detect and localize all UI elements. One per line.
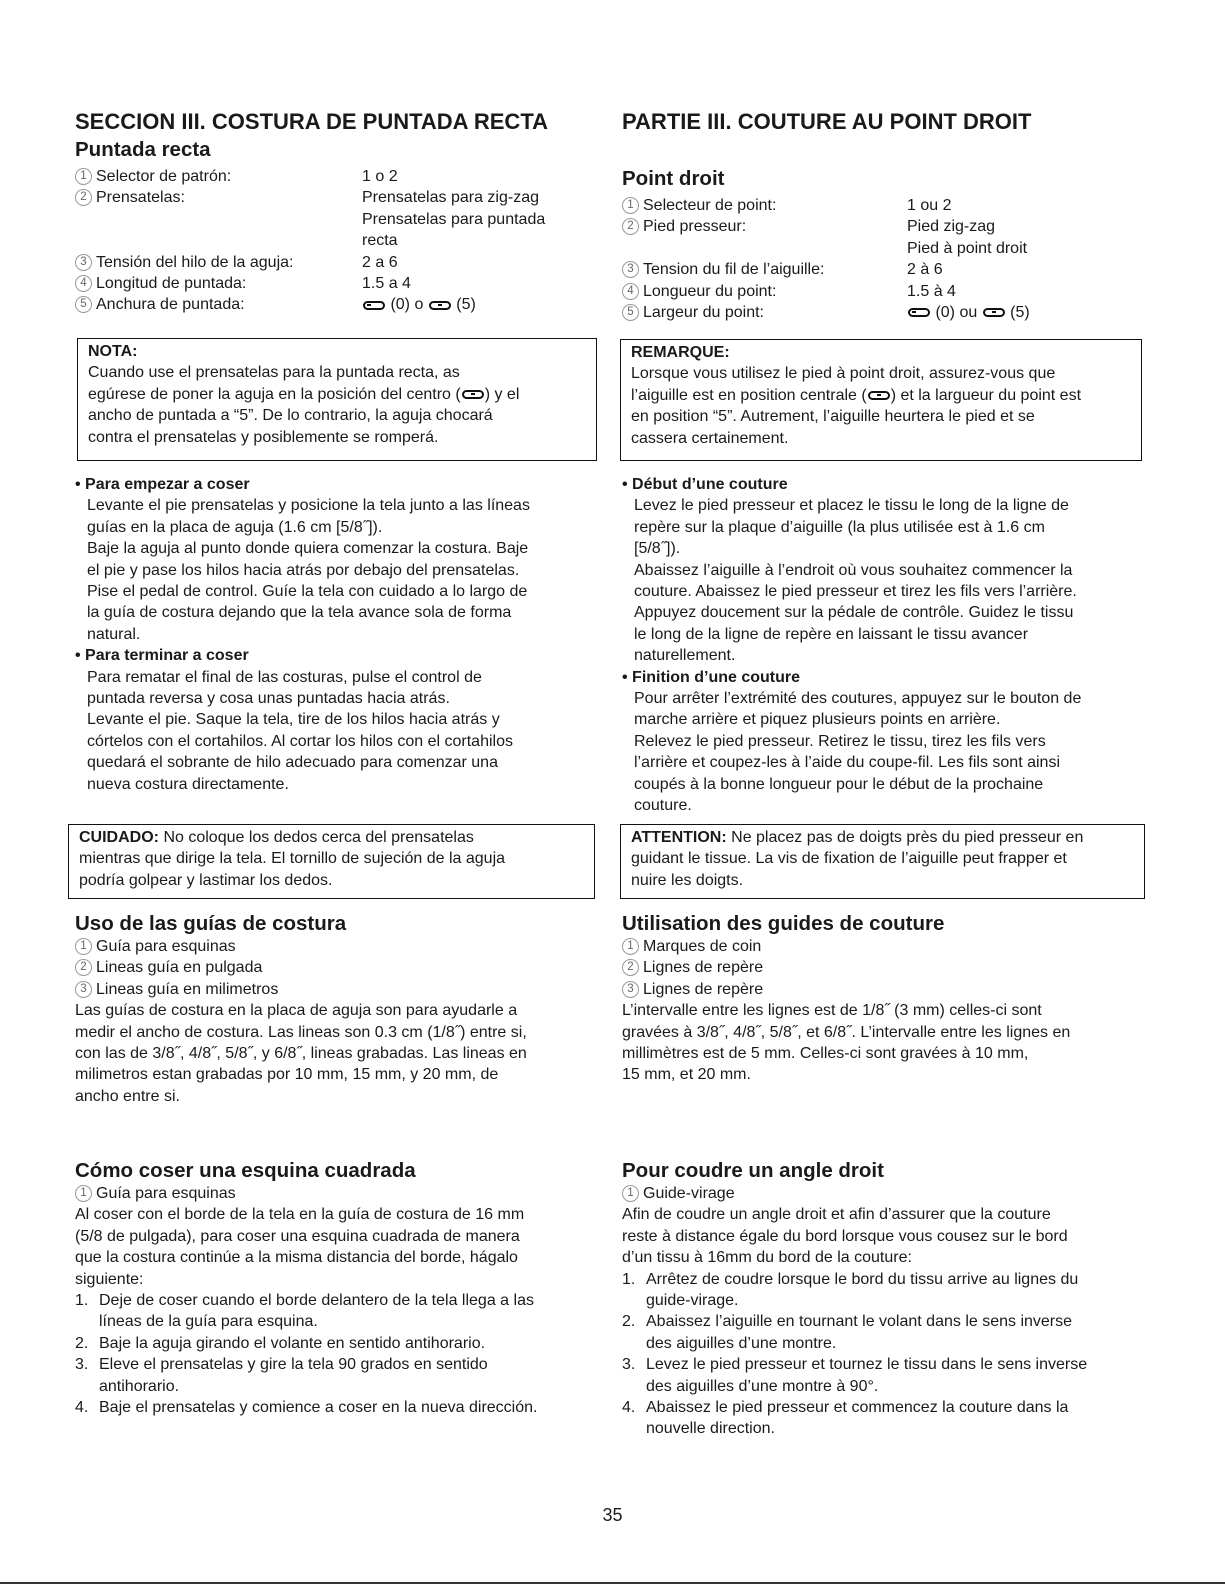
text-line: siguiente:: [75, 1270, 144, 1288]
step-number: 1.: [622, 1270, 636, 1288]
setting-row: [75, 252, 597, 273]
step-line: Abaissez le pied presseur et commencez la couture dans la: [646, 1399, 1069, 1417]
caution-line: nuire les doigts.: [631, 871, 744, 889]
corner-legend: [622, 1183, 1148, 1204]
text-line: reste à distance égale du bord lorsque vous cousez sur le bord: [622, 1227, 1068, 1245]
corner-legend: [75, 1183, 597, 1204]
setting-row: [622, 281, 1148, 302]
legend-item: 2 Lignes de repère: [622, 957, 1148, 978]
text-line: la guía de costura dejando que la tela avance sola de forma: [87, 604, 512, 622]
setting-value: 1.5 a 4: [362, 274, 411, 292]
text-line: naturellement.: [634, 647, 736, 665]
guides-title: Uso de las guías de costura: [75, 912, 347, 935]
step-line: Baje la aguja girando el volante en sentido antihorario.: [99, 1334, 486, 1352]
callout-number: 3: [622, 261, 639, 278]
corner-steps: [622, 1269, 1148, 1440]
guides-section: [622, 912, 1148, 1086]
legend-item: 1 Guide-virage: [622, 1183, 1148, 1204]
text-line: Pour arrêter l’extrémité des coutures, appuyez sur le bouton de: [634, 690, 1082, 708]
setting-value: 1 o 2: [362, 168, 398, 185]
callout-number: 1: [75, 1185, 92, 1202]
step-line: guide-virage.: [646, 1292, 739, 1310]
step-number: 3.: [622, 1356, 636, 1374]
setting-value: 1 ou 2: [907, 197, 952, 214]
text-line: millimètres est de 5 mm. Celles-ci sont gravées à 10 mm,: [622, 1045, 1029, 1063]
text-line: Abaissez l’aiguille à l’endroit où vous souhaitez commencer la: [634, 561, 1073, 579]
text-line: repère sur la plaque d’aiguille (la plus utilisée est à 1.6 cm: [634, 518, 1045, 536]
caution-line: mientras que dirige la tela. El tornillo de sujeción de la aguja: [79, 850, 506, 868]
text-line: 15 mm, et 20 mm.: [622, 1066, 751, 1084]
callout-number: 4: [75, 275, 92, 292]
step-number: 3.: [75, 1356, 89, 1374]
step-line: des aiguilles d’une montre à 90°.: [646, 1377, 879, 1395]
note-line: en position “5”. Autrement, l’aiguille heurtera le pied et se: [631, 408, 1035, 426]
bottom-rule: [0, 1582, 1225, 1584]
corner-section: [75, 1159, 597, 1418]
setting-label: 4 Longitud de puntada:: [75, 273, 246, 294]
finish-sewing-text: [75, 667, 597, 795]
text-line: puntada reversa y cosa unas puntadas hacia atrás.: [87, 690, 450, 708]
step-item: [622, 1354, 1148, 1397]
legend-item: 2 Lineas guía en pulgada: [75, 957, 597, 978]
setting-row: [75, 209, 597, 230]
step-item: [75, 1333, 597, 1354]
callout-number: 2: [622, 218, 639, 235]
callout-number: 1: [622, 197, 639, 214]
text-line: córtelos con el cortahilos. Al cortar los hilos con el cortahilos: [87, 732, 513, 750]
text-line: Las guías de costura en la placa de aguja son para ayudarle a: [75, 1002, 518, 1020]
setting-value: (0) o (5): [362, 294, 476, 315]
note-box: [77, 338, 597, 461]
text-line: Levez le pied presseur et placez le tissu le long de la ligne de: [634, 497, 1069, 515]
text-line: Relevez le pied presseur. Retirez le tissu, tirez les fils vers: [634, 732, 1046, 750]
guides-section: [75, 912, 597, 1107]
corner-steps: [75, 1290, 597, 1418]
stitch-center-position-icon: [983, 308, 1005, 317]
corner-title: Cómo coser una esquina cuadrada: [75, 1159, 416, 1182]
text-line: Al coser con el borde de la tela en la guía de costura de 16 mm: [75, 1206, 525, 1224]
guides-legend: [75, 936, 597, 1000]
text-line: Levante el pie prensatelas y posicione la tela junto a las líneas: [87, 497, 530, 515]
caution-heading: CUIDADO:: [79, 829, 159, 846]
setting-value: 1.5 à 4: [907, 282, 956, 300]
note-line: Lorsque vous utilisez le pied à point droit, assurez-vous que: [631, 365, 1056, 383]
finish-sewing-heading: • Para terminar a coser: [75, 647, 249, 665]
setting-value: 2 à 6: [907, 261, 943, 279]
text-line: el pie y pase los hilos hacia atrás por debajo del prensatelas.: [87, 561, 520, 579]
caution-line: ATTENTION: Ne placez pas de doigts près du pied presseur en: [631, 829, 1084, 846]
setting-label: 5 Largeur du point:: [622, 302, 764, 323]
setting-label: 4 Longueur du point:: [622, 281, 776, 302]
setting-row: [622, 216, 1148, 237]
text-line: marche arrière et piquez plusieurs points en arrière.: [634, 711, 1001, 729]
note-line: Cuando use el prensatelas para la puntada recta, as: [88, 364, 460, 382]
legend-item: 1 Guía para esquinas: [75, 936, 597, 957]
legend-item: 1 Marques de coin: [622, 936, 1148, 957]
text-line: milimetros estan grabadas por 10 mm, 15 mm, y 20 mm, de: [75, 1066, 499, 1084]
step-item: [75, 1397, 597, 1418]
note-line: l’aiguille est en position centrale ( ) et la largueur du point est: [631, 386, 1082, 404]
setting-value: Pied à point droit: [907, 239, 1028, 257]
stitch-center-position-icon: [429, 301, 451, 310]
caution-box: [68, 824, 595, 899]
guides-title: Utilisation des guides de couture: [622, 912, 945, 935]
text-line: Baje la aguja al punto donde quiera comenzar la costura. Baje: [87, 540, 529, 558]
setting-value: recta: [362, 232, 398, 250]
step-line: nouvelle direction.: [646, 1420, 775, 1438]
note-line: ancho de puntada a “5”. De lo contrario, la aguja chocará: [88, 407, 493, 425]
straight-stitch-title: Point droit: [622, 167, 725, 190]
stitch-center-position-icon: [462, 390, 484, 399]
section-title: SECCION III. COSTURA DE PUNTADA RECTA: [75, 109, 549, 134]
guides-legend: [622, 936, 1148, 1000]
text-line: ancho entre si.: [75, 1087, 180, 1105]
text-line: Afin de coudre un angle droit et afin d’assurer que la couture: [622, 1206, 1051, 1224]
step-item: [75, 1354, 597, 1397]
text-line: (5/8 de pulgada), para coser una esquina cuadrada de manera: [75, 1227, 520, 1245]
straight-stitch-title: Puntada recta: [75, 138, 211, 161]
setting-value: Pied zig-zag: [907, 218, 996, 236]
callout-number: 5: [75, 296, 92, 313]
step-number: 1.: [75, 1292, 89, 1310]
text-line: nueva costura directamente.: [87, 775, 289, 793]
callout-number: 2: [75, 959, 92, 976]
legend-item: 3 Lineas guía en milimetros: [75, 979, 597, 1000]
callout-number: 4: [622, 283, 639, 300]
stitch-left-position-icon: [908, 308, 930, 317]
step-item: [622, 1269, 1148, 1312]
step-item: [622, 1311, 1148, 1354]
callout-number: 1: [75, 168, 92, 185]
setting-label: 1 Selector de patrón:: [75, 166, 231, 187]
setting-label: 2 Pied presseur:: [622, 216, 746, 237]
setting-label: 5 Anchura de puntada:: [75, 294, 245, 315]
note-box: [620, 339, 1142, 461]
setting-value: Prensatelas para zig-zag: [362, 189, 539, 207]
corner-intro: [622, 1204, 1148, 1268]
text-line: couture.: [634, 797, 692, 815]
text-line: d’un tissu à 16mm du bord de la couture:: [622, 1249, 912, 1267]
text-line: gravées à 3/8˝, 4/8˝, 5/8˝, et 6/8˝. L’intervalle entre les lignes en: [622, 1023, 1071, 1041]
step-number: 2.: [75, 1334, 89, 1352]
step-item: [622, 1397, 1148, 1440]
callout-number: 3: [75, 254, 92, 271]
caution-heading: ATTENTION:: [631, 829, 727, 846]
caution-line: podría golpear y lastimar los dedos.: [79, 871, 333, 889]
step-line: Arrêtez de coudre lorsque le bord du tissu arrive au lignes du: [646, 1270, 1079, 1288]
text-line: Levante el pie. Saque la tela, tire de los hilos hacia atrás y: [87, 711, 500, 729]
callout-number: 5: [622, 304, 639, 321]
setting-row: [75, 273, 597, 294]
text-line: quedará el sobrante de hilo adecuado para comenzar una: [87, 754, 498, 772]
step-line: des aiguilles d’une montre.: [646, 1334, 837, 1352]
callout-number: 3: [622, 981, 639, 998]
start-sewing-section: [75, 474, 597, 795]
setting-row: [75, 166, 597, 187]
stitch-center-position-icon: [868, 391, 890, 400]
setting-value: 2 a 6: [362, 253, 398, 271]
callout-number: 2: [622, 959, 639, 976]
start-sewing-section: [622, 474, 1148, 817]
legend-item: 1 Guía para esquinas: [75, 1183, 597, 1204]
guides-text: [622, 1000, 1148, 1086]
step-line: Deje de coser cuando el borde delantero de la tela llega a las: [99, 1292, 534, 1310]
section-title: PARTIE III. COUTURE AU POINT DROIT: [622, 109, 1032, 134]
text-line: Appuyez doucement sur la pédale de contrôle. Guidez le tissu: [634, 604, 1074, 622]
stitch-settings: [75, 166, 597, 316]
start-sewing-heading: • Para empezar a coser: [75, 476, 250, 493]
stitch-left-position-icon: [363, 301, 385, 310]
step-number: 4.: [622, 1399, 636, 1417]
setting-value: (0) ou (5): [907, 302, 1030, 323]
step-line: Eleve el prensatelas y gire la tela 90 grados en sentido: [99, 1356, 488, 1374]
setting-row: [75, 294, 597, 315]
note-line: contra el prensatelas y posiblemente se romperá.: [88, 428, 439, 446]
callout-number: 3: [75, 981, 92, 998]
callout-number: 1: [622, 938, 639, 955]
caution-box: [620, 824, 1145, 899]
text-line: couture. Abaissez le pied presseur et tirez les fils vers l’arrière.: [634, 583, 1077, 601]
finish-sewing-text: [622, 688, 1148, 816]
stitch-settings: [622, 195, 1148, 323]
start-sewing-text: [75, 495, 597, 645]
setting-label: 1 Selecteur de point:: [622, 195, 776, 216]
guides-text: [75, 1000, 597, 1107]
step-line: Abaissez l’aiguille en tournant le volant dans le sens inverse: [646, 1313, 1073, 1331]
setting-label: 3 Tensión del hilo de la aguja:: [75, 252, 293, 273]
text-line: que la costura continúe a la misma distancia del borde, hágalo: [75, 1249, 518, 1267]
step-line: antihorario.: [99, 1377, 180, 1395]
legend-item: 3 Lignes de repère: [622, 979, 1148, 1000]
text-line: con las de 3/8˝, 4/8˝, 5/8˝, y 6/8˝, lineas grabadas. Las lineas en: [75, 1045, 527, 1063]
text-line: L’intervalle entre les lignes est de 1/8˝ (3 mm) celles-ci sont: [622, 1002, 1042, 1020]
step-item: [75, 1290, 597, 1333]
text-line: Pise el pedal de control. Guíe la tela con cuidado a lo largo de: [87, 583, 528, 601]
caution-line: guidant le tissue. La vis de fixation de l’aiguille peut frapper et: [631, 850, 1067, 868]
corner-intro: [75, 1204, 597, 1290]
setting-row: [622, 238, 1148, 259]
step-line: Baje el prensatelas y comience a coser en la nueva dirección.: [99, 1399, 538, 1417]
text-line: natural.: [87, 625, 141, 643]
setting-row: [75, 187, 597, 208]
page-number: 35: [602, 1505, 623, 1525]
note-line: cassera certainement.: [631, 429, 789, 447]
start-sewing-text: [622, 495, 1148, 666]
step-number: 4.: [75, 1399, 89, 1417]
text-line: coupés à la bonne longueur pour le début de la prochaine: [634, 775, 1044, 793]
setting-row: [622, 302, 1148, 323]
setting-value: Prensatelas para puntada: [362, 210, 546, 228]
text-line: l’arrière et coupez-les à l’aide du coupe-fil. Les fils sont ainsi: [634, 754, 1060, 772]
step-line: Levez le pied presseur et tournez le tissu dans le sens inverse: [646, 1356, 1088, 1374]
note-line: egúrese de poner la aguja en la posición del centro ( ) y el: [88, 385, 520, 403]
text-line: guías en la placa de aguja (1.6 cm [5/8˝]).: [87, 518, 383, 536]
start-sewing-heading: • Début d’une couture: [622, 476, 788, 493]
text-line: [5/8˝]).: [634, 540, 681, 558]
finish-sewing-heading: • Finition d’une couture: [622, 668, 801, 686]
text-line: medir el ancho de costura. Las lineas son 0.3 cm (1/8˝) entre si,: [75, 1023, 527, 1041]
callout-number: 2: [75, 189, 92, 206]
caution-line: CUIDADO: No coloque los dedos cerca del prensatelas: [79, 829, 474, 846]
setting-row: [622, 195, 1148, 216]
corner-section: [622, 1159, 1148, 1440]
setting-row: [75, 230, 597, 251]
setting-row: [622, 259, 1148, 280]
corner-title: Pour coudre un angle droit: [622, 1159, 884, 1182]
step-line: líneas de la guía para esquina.: [99, 1313, 318, 1331]
step-number: 2.: [622, 1313, 636, 1331]
text-line: le long de la ligne de repère en laissant le tissu avancer: [634, 625, 1029, 643]
callout-number: 1: [75, 938, 92, 955]
note-heading: NOTA:: [88, 343, 138, 360]
text-line: Para rematar el final de las costuras, pulse el control de: [87, 668, 482, 686]
setting-label: 2 Prensatelas:: [75, 187, 185, 208]
setting-label: 3 Tension du fil de l’aiguille:: [622, 259, 824, 280]
callout-number: 1: [622, 1185, 639, 1202]
note-heading: REMARQUE:: [631, 344, 730, 361]
